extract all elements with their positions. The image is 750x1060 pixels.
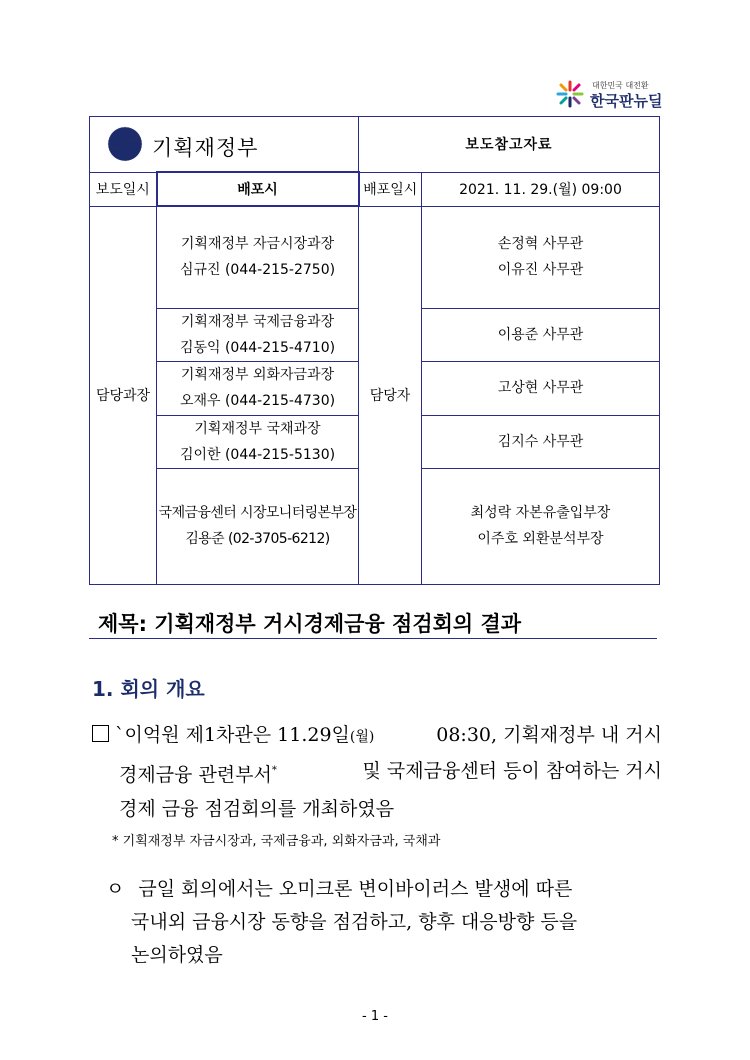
dist-value: 2021. 11. 29.(월) 09:00 — [422, 172, 660, 206]
ministry-name: 기획재정부 — [152, 136, 259, 160]
paragraph-line — [92, 718, 662, 754]
text-run: 금일 회의에서는 오미크론 변이바이러스 발생에 따른 — [138, 878, 573, 900]
person-label: 담당자 — [359, 206, 422, 584]
contact-dept-2 — [157, 308, 359, 361]
text-run: 경제 금융 점검회의를 개최하였음 — [119, 798, 395, 820]
contact-staff-5 — [422, 468, 660, 584]
staff-name: 이용준 사무관 — [497, 326, 584, 343]
checkbox-square-icon — [92, 725, 109, 742]
new-deal-logo-icon — [556, 80, 584, 108]
contact-staff-4 — [422, 415, 660, 468]
text-run: 08:30, 기획재정부 내 거시 — [436, 724, 662, 746]
text-run: 및 국제금융센터 등이 참여하는 거시 — [362, 760, 662, 782]
staff-name: 최성락 자본유출입부장 — [470, 505, 611, 521]
bullet-icon: ㅇ — [106, 878, 125, 900]
doc-type-title: 보도참고자료 — [359, 117, 660, 173]
staff-name: 이주호 외환분석부장 — [477, 531, 604, 547]
dept-name: 기획재정부 국제금융과장 — [180, 313, 335, 330]
paragraph-line — [106, 939, 662, 972]
press-info-table — [89, 116, 660, 585]
dept-name: 기획재정부 외화자금과장 — [180, 367, 335, 383]
logo-name: 한국판뉴딜 — [590, 92, 663, 110]
contact-dept-3 — [157, 361, 359, 415]
manager-phone: 심규진 (044-215-2750) — [179, 262, 336, 279]
text-run: `이억원 제1차관은 11.29일 — [115, 724, 350, 746]
dept-name: 국제금융센터 시장모니터링본부장 — [158, 505, 357, 521]
text-run: 논의하였음 — [131, 944, 223, 966]
text-run: 국내외 금융시장 동향을 점검하고, 향후 대응방향 등을 — [131, 911, 578, 933]
contact-staff-1 — [422, 206, 660, 308]
contact-dept-1 — [157, 206, 359, 308]
manager-phone: 김이한 (044-215-5130) — [179, 446, 336, 463]
release-value: 배포시 — [157, 172, 359, 206]
staff-name: 고상현 사무관 — [497, 380, 584, 396]
government-emblem-icon — [106, 125, 144, 163]
subject-title: 제목: 기획재정부 거시경제금융 점검회의 결과 — [98, 612, 522, 636]
staff-name: 이유진 사무관 — [497, 262, 584, 278]
korean-new-deal-logo — [556, 78, 666, 112]
contact-dept-5 — [157, 468, 359, 584]
ministry-cell — [90, 117, 359, 173]
dist-label: 배포일시 — [359, 172, 422, 206]
manager-phone: 오재우 (044-215-4730) — [179, 393, 336, 409]
logo-tagline: 대한민국 대전환 — [592, 81, 649, 90]
staff-name: 손정혁 사무관 — [497, 236, 584, 252]
paragraph-line — [106, 873, 662, 906]
manager-phone: 김용준 (02-3705-6212) — [185, 531, 330, 547]
page-number: - 1 - — [362, 1009, 388, 1024]
section-heading: 1. 회의 개요 — [92, 677, 205, 701]
contact-dept-4 — [157, 415, 359, 468]
text-run: (월) — [349, 729, 375, 745]
dept-name: 기획재정부 국채과장 — [194, 420, 321, 437]
manager-phone: 김동익 (044-215-4710) — [179, 339, 336, 356]
release-label: 보도일시 — [90, 172, 157, 206]
subject-underline — [89, 638, 657, 639]
footnote: * 기획재정부 자금시장과, 국제금융과, 외화자금과, 국채과 — [112, 834, 441, 849]
paragraph-line — [106, 906, 662, 939]
paragraph-main — [92, 718, 662, 826]
paragraph-line — [92, 754, 662, 792]
dept-label: 담당과장 — [90, 206, 157, 584]
paragraph-line — [92, 792, 662, 826]
dept-name: 기획재정부 자금시장과장 — [180, 236, 335, 253]
text-run: 경제금융 관련부서 — [119, 764, 272, 786]
contact-staff-2 — [422, 308, 660, 361]
footnote-marker: * — [271, 765, 277, 776]
contact-staff-3 — [422, 361, 660, 415]
paragraph-bullet — [106, 873, 662, 972]
staff-name: 김지수 사무관 — [497, 433, 584, 450]
